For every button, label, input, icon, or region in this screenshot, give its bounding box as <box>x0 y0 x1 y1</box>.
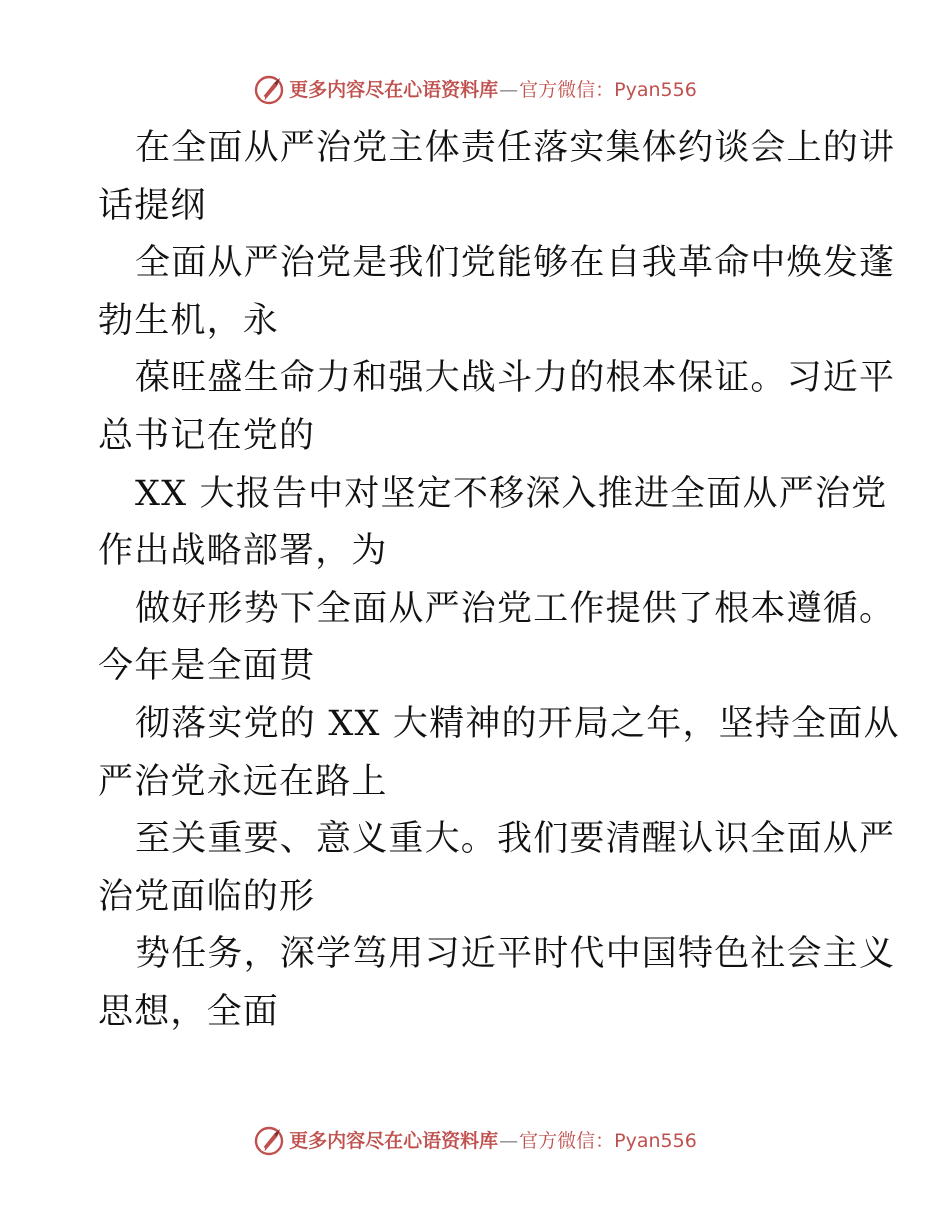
watermark-dash: — <box>499 78 519 101</box>
watermark-wechat-text: 官方微信：Pyan556 <box>519 1129 697 1152</box>
header-watermark <box>0 72 950 108</box>
document-line: 思想，全面 <box>98 991 280 1032</box>
document-line: 作出战略部署，为 <box>98 531 388 572</box>
document-line: 葆旺盛生命力和强大战斗力的根本保证。习近平 <box>135 358 896 399</box>
document-line: 做好形势下全面从严治党工作提供了根本遵循。 <box>135 588 896 629</box>
document-line: 治党面临的形 <box>98 876 316 917</box>
document-line: 在全面从严治党主体责任落实集体约谈会上的讲 <box>135 128 896 168</box>
document-line: 勃生机，永 <box>98 300 280 341</box>
footer-watermark <box>0 1123 950 1159</box>
document-line: 彻落实党的 XX 大精神的开局之年，坚持全面从 <box>135 703 900 744</box>
watermark-wechat-text: 官方微信：Pyan556 <box>519 78 697 101</box>
document-line: 严治党永远在路上 <box>98 761 388 802</box>
watermark-main-text: 更多内容尽在心语资料库 <box>289 1129 499 1152</box>
watermark-dash: — <box>499 1129 519 1152</box>
document-line: 全面从严治党是我们党能够在自我革命中焕发蓬 <box>135 243 896 284</box>
document-line: 至关重要、意义重大。我们要清醒认识全面从严 <box>135 819 896 860</box>
quill-pen-logo-icon <box>253 1125 285 1157</box>
document-line: 势任务，深学笃用习近平时代中国特色社会主义 <box>135 934 896 975</box>
document-line: XX 大报告中对坚定不移深入推进全面从严治党 <box>135 473 888 514</box>
document-line: 今年是全面贯 <box>98 646 316 687</box>
watermark-main-text: 更多内容尽在心语资料库 <box>289 78 499 101</box>
quill-pen-logo-icon <box>253 74 285 106</box>
document-line: 总书记在党的 <box>98 415 316 456</box>
document-line: 话提纲 <box>98 185 207 226</box>
document-body <box>98 120 900 1042</box>
